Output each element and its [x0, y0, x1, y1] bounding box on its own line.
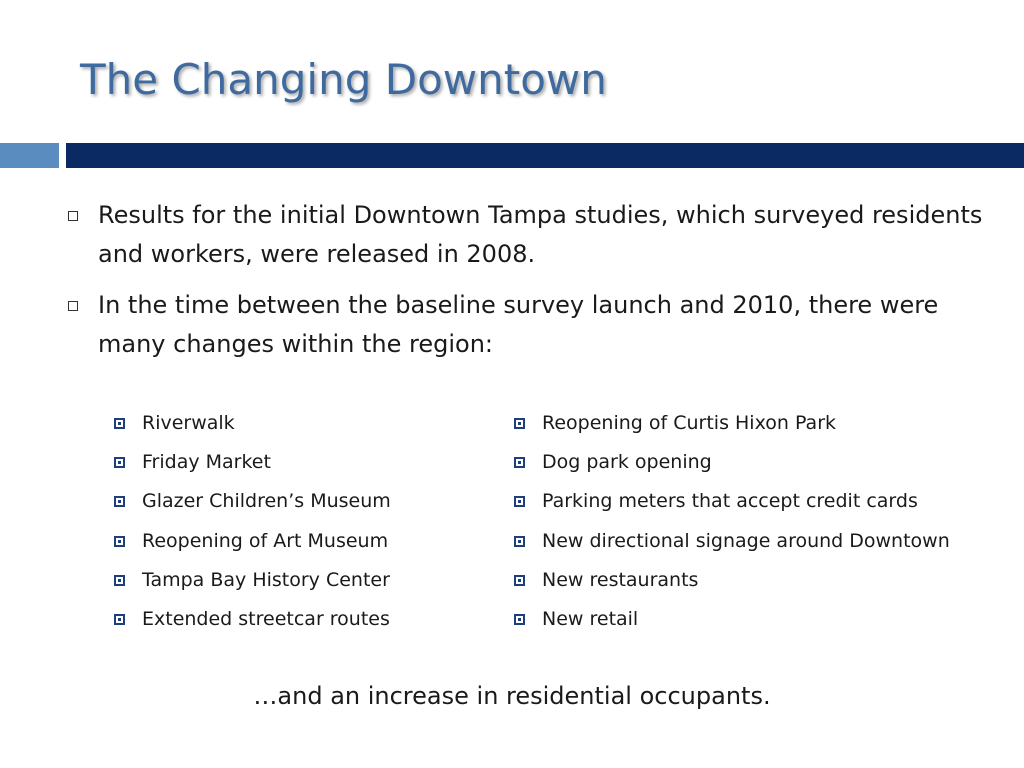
- change-item-text: Glazer Children’s Museum: [142, 490, 391, 513]
- change-item-text: Dog park opening: [542, 451, 712, 474]
- square-bullet-icon: [514, 418, 525, 429]
- change-item-text: New retail: [542, 607, 639, 630]
- square-bullet-icon: [514, 457, 525, 468]
- change-item-text: New directional signage around Downtown: [542, 529, 950, 552]
- main-bullet-list: [68, 196, 988, 376]
- change-item: [114, 565, 494, 604]
- square-bullet-icon: [514, 496, 525, 507]
- change-item-text: Parking meters that accept credit cards: [542, 490, 918, 513]
- square-bullet-icon: [114, 496, 125, 507]
- square-bullet-icon: [114, 536, 125, 547]
- square-bullet-icon: [114, 418, 125, 429]
- changes-list-right: [514, 408, 1004, 643]
- change-item: [514, 604, 1004, 643]
- change-item-text: Reopening of Art Museum: [142, 529, 389, 552]
- slide-title: The Changing Downtown: [80, 55, 607, 104]
- change-item: [114, 486, 494, 525]
- hollow-square-bullet-icon: [68, 211, 78, 221]
- change-item: [114, 526, 494, 565]
- change-item: [514, 447, 1004, 486]
- change-item-text: Riverwalk: [142, 412, 235, 434]
- change-item: [514, 526, 1004, 565]
- change-item-text: Friday Market: [142, 451, 271, 474]
- square-bullet-icon: [514, 575, 525, 586]
- main-bullet-text: In the time between the baseline survey launch and 2010, there were many changes within the region:: [98, 291, 939, 358]
- main-bullet: [68, 196, 988, 274]
- change-item-text: New restaurants: [542, 568, 699, 591]
- square-bullet-icon: [514, 614, 525, 625]
- title-accent-bar-light: [0, 143, 59, 168]
- square-bullet-icon: [514, 536, 525, 547]
- title-accent-bar-dark: [66, 143, 1024, 168]
- change-item: [514, 408, 1004, 447]
- change-item: [114, 447, 494, 486]
- change-item: [114, 408, 494, 447]
- hollow-square-bullet-icon: [68, 301, 78, 311]
- changes-list-left: [114, 408, 494, 643]
- square-bullet-icon: [114, 575, 125, 586]
- change-item: [514, 486, 1004, 525]
- square-bullet-icon: [114, 614, 125, 625]
- change-item-text: Extended streetcar routes: [142, 607, 390, 630]
- main-bullet-text: Results for the initial Downtown Tampa studies, which surveyed residents and workers, were released in 2008.: [98, 201, 983, 268]
- main-bullet: [68, 286, 988, 364]
- square-bullet-icon: [114, 457, 125, 468]
- change-item: [114, 604, 494, 643]
- change-item-text: Reopening of Curtis Hixon Park: [542, 412, 837, 434]
- closing-statement: …and an increase in residential occupants.: [253, 682, 771, 710]
- change-item-text: Tampa Bay History Center: [142, 568, 390, 591]
- change-item: [514, 565, 1004, 604]
